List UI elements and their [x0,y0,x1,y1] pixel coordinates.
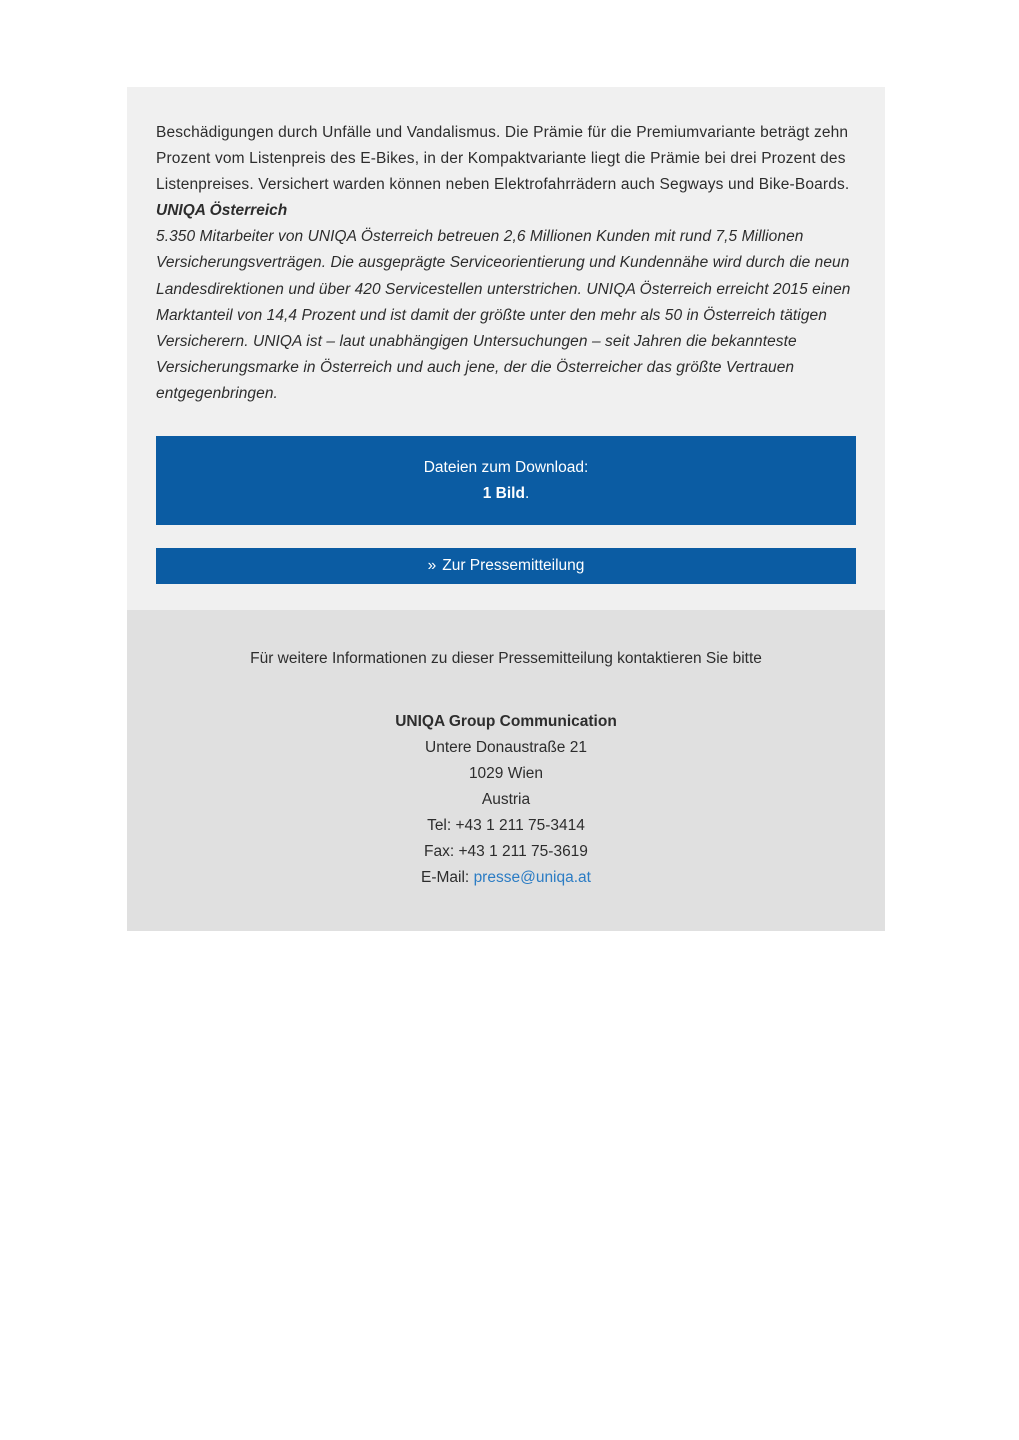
lead-paragraph: Beschädigungen durch Unfälle und Vandalismus. Die Prämie für die Premiumvariante beträgt zehn Prozent vom Listenpreis des E-Bikes, in der Kompaktvariante liegt die Prämie bei drei Prozent des Listenpreises. Versichert warden können neben Elektrofahrrädern auch Segways und Bike-Boards. [156,124,850,194]
chevron-right-double-icon: » [427,557,437,575]
footer-street-address: Untere Donaustraße 21 [425,739,587,757]
press-release-button-label: Zur Pressemitteilung [442,557,585,575]
footer-intro-text: Für weitere Informationen zu dieser Pressemitteilung kontaktieren Sie bitte [250,650,762,668]
footer-organisation-name: UNIQA Group Communication [395,713,617,731]
section-body-paragraph: 5.350 Mitarbeiter von UNIQA Österreich betreuen 2,6 Millionen Kunden mit rund 7,5 Millionen Versicherungsverträgen. Die ausgeprägte Serviceorientierung und Kundennähe wird durch die neun Landesdirektionen und über 420 Servicestellen unterstrichen. UNIQA Österreich erreicht 2015 einen Marktanteil von 14,4 Prozent und ist damit der größte unter den mehr als 50 in Österreich tätigen Versicherern. UNIQA ist – laut unabhängigen Untersuchungen – seit Jahren die bekannteste Versicherungsmarke in Österreich und auch jene, der die Österreicher das größte Vertrauen entgegenbringen. [156,228,851,402]
download-files-box[interactable] [156,436,856,525]
footer-city: 1029 Wien [468,765,544,783]
contact-footer-section [127,610,885,931]
section-heading-uniqa-oesterreich: UNIQA Österreich [156,202,288,220]
footer-country: Austria [481,791,531,809]
footer-fax: Fax: +43 1 211 75-3619 [424,843,588,861]
download-box-title: Dateien zum Download: [423,458,589,476]
footer-email-label: E-Mail: [421,869,470,887]
download-box-file-count [483,481,530,507]
article-section [127,87,885,610]
press-release-button[interactable] [156,548,856,584]
email-newsletter-panel [127,87,885,931]
footer-email-row [156,865,856,891]
download-box-file-count-value: 1 Bild [482,484,525,502]
footer-email-link[interactable]: presse@uniqa.at [473,869,591,887]
download-box-file-count-suffix: . [524,484,530,502]
footer-telephone: Tel: +43 1 211 75-3414 [427,817,585,835]
